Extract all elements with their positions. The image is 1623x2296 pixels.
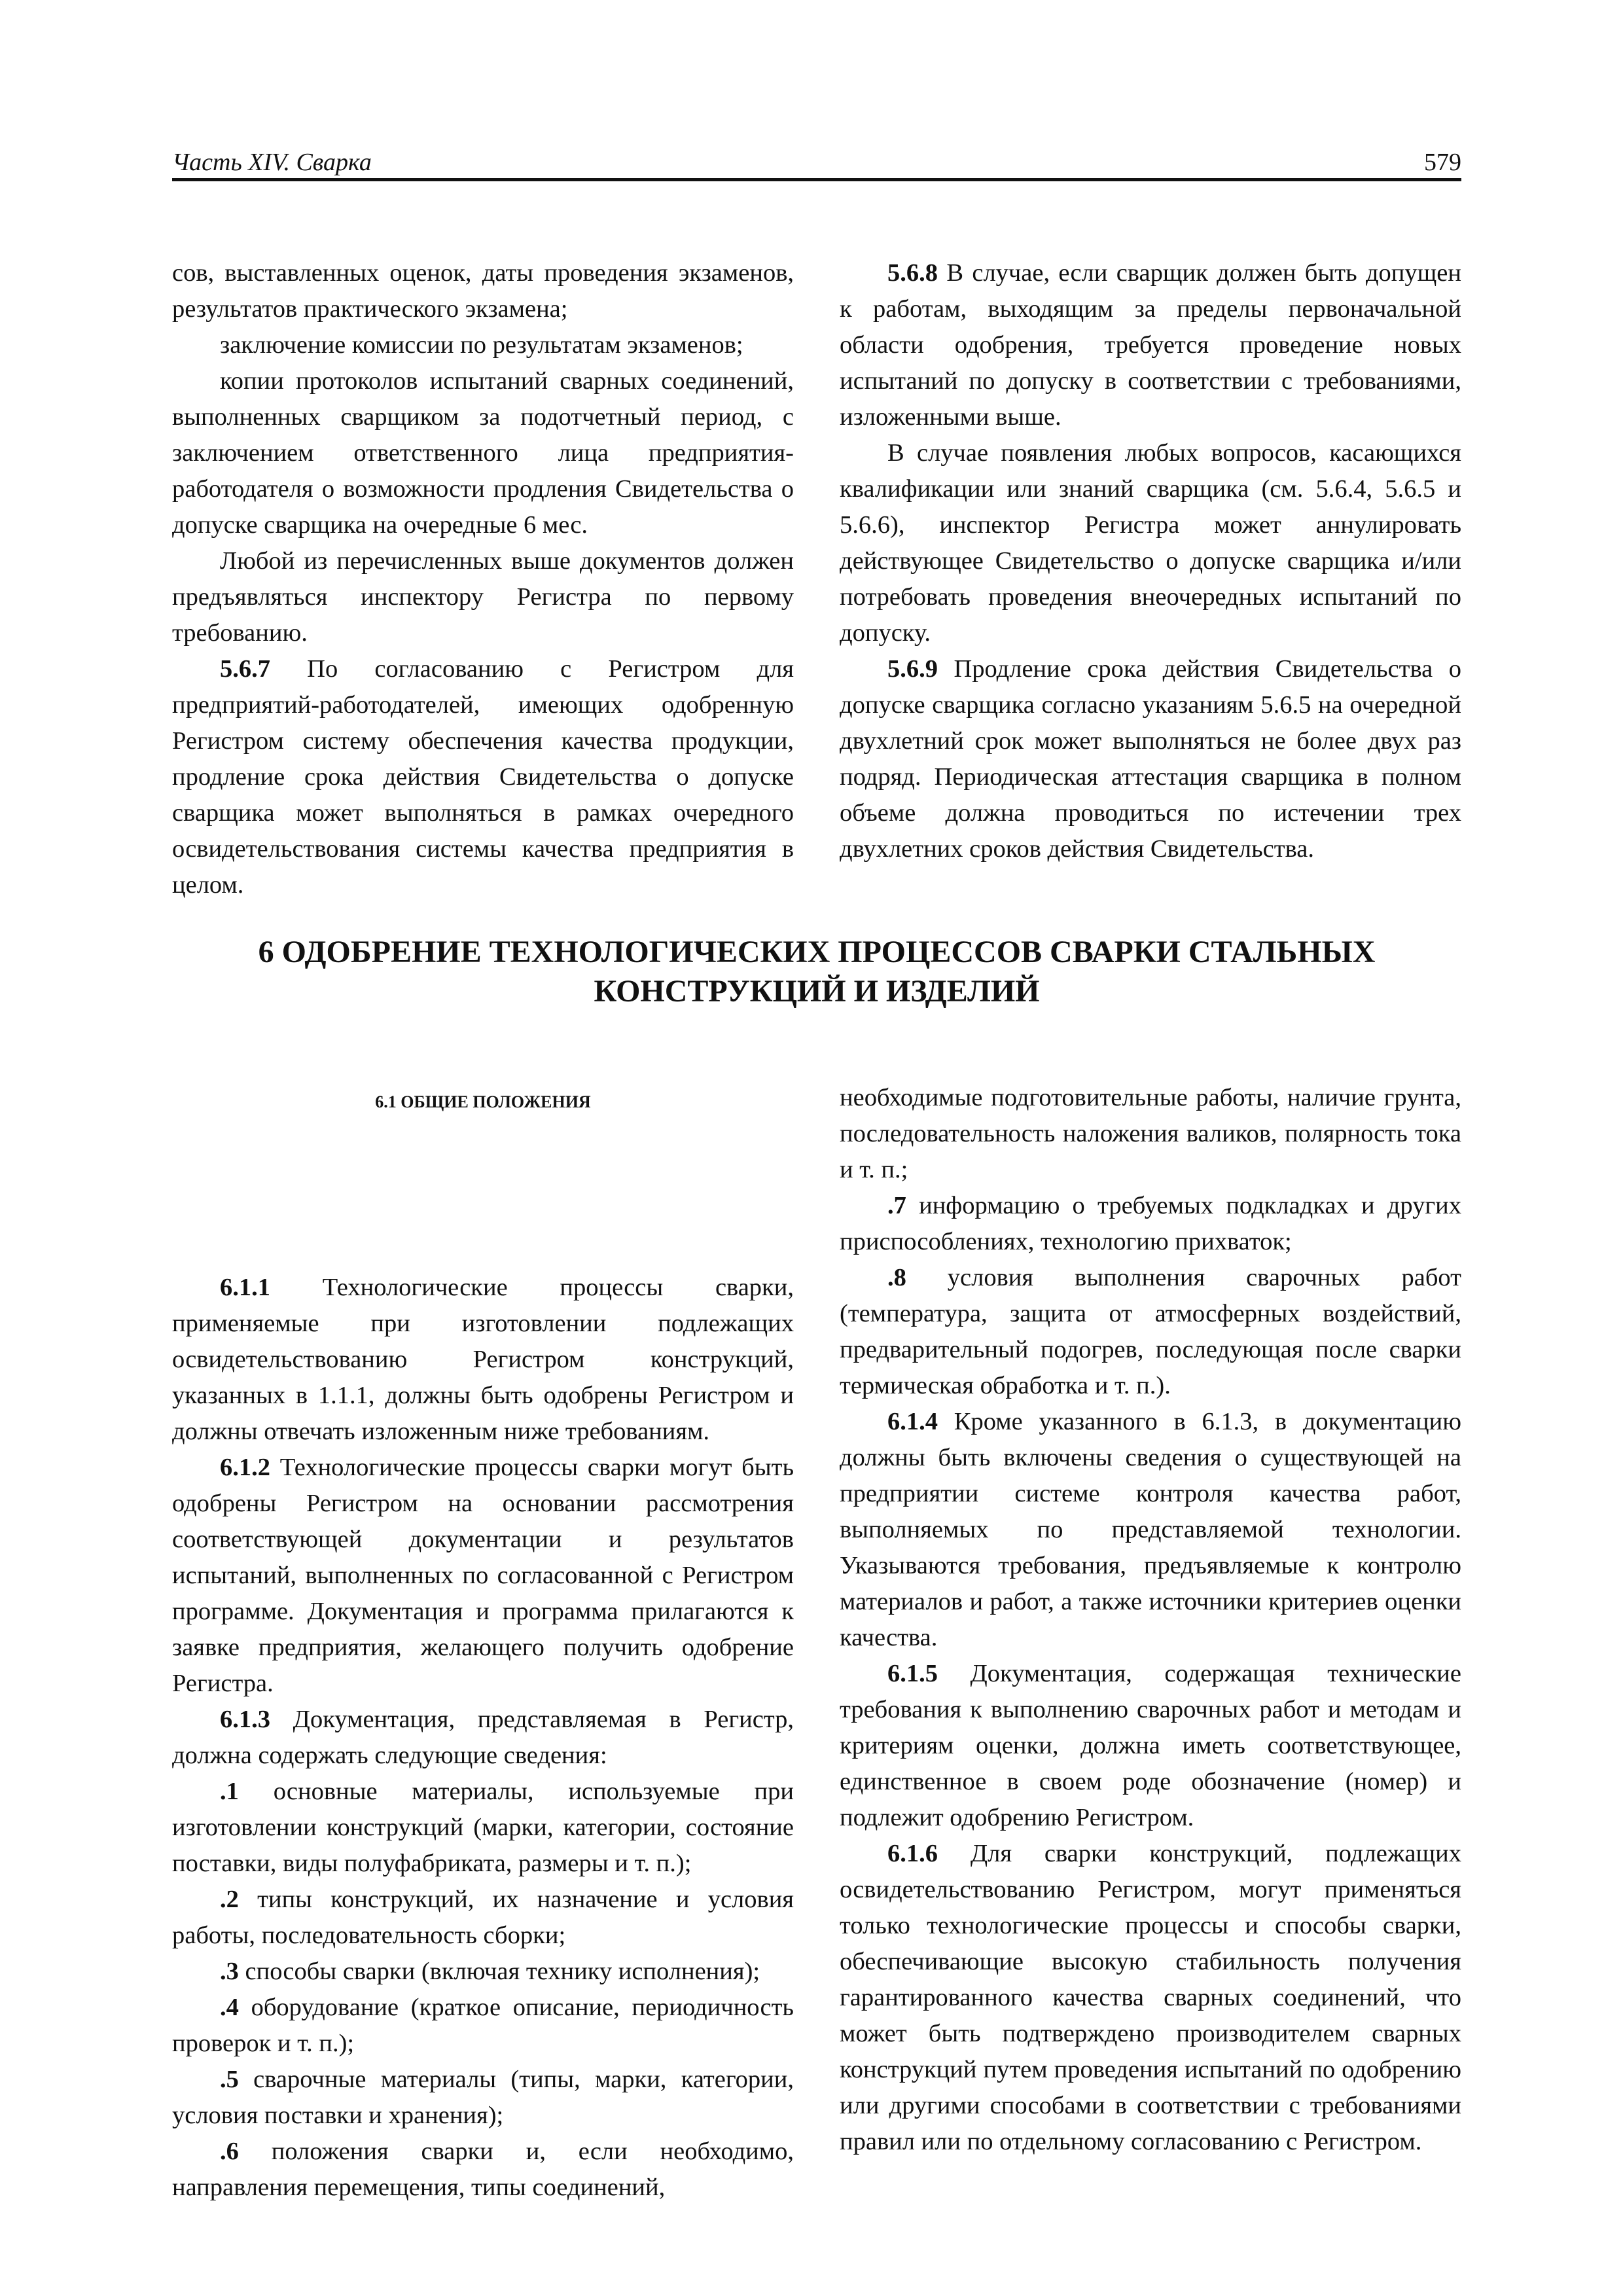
- paragraph-number: .3: [220, 1958, 239, 1985]
- column-right-bottom: [840, 1080, 1461, 2160]
- paragraph: [172, 2062, 794, 2134]
- subsection-title: 6.1 ОБЩИЕ ПОЛОЖЕНИЯ: [375, 1092, 591, 1111]
- paragraph: [172, 1270, 794, 1450]
- header-rule: [172, 178, 1461, 181]
- paragraph-text: необходимые подготовительные работы, наличие грунта, последовательность наложения валиков, полярность тока и т. п.;: [840, 1084, 1461, 1183]
- paragraph-text: информацию о требуемых подкладках и других приспособлениях, технологию прихваток;: [840, 1192, 1461, 1255]
- section-title-line-1: 6 ОДОБРЕНИЕ ТЕХНОЛОГИЧЕСКИХ ПРОЦЕССОВ СВАРКИ СТАЛЬНЫХ: [258, 935, 1376, 969]
- paragraph: [840, 255, 1461, 435]
- section-title: [172, 933, 1461, 1011]
- paragraph-number: .7: [887, 1192, 906, 1219]
- paragraph-text: условия выполнения сварочных работ (температура, защита от атмосферных воздействий, предварительный подогрев, последующая после сварки термическая обработка и т. п.).: [840, 1264, 1461, 1399]
- paragraph-number: 6.1.1: [220, 1274, 270, 1301]
- paragraph-text: Технологические процессы сварки могут быть одобрены Регистром на основании рассмотрения соответствующей документации и результатов испытаний, выполненных по согласованной с Регистром программе. Документация и программа прилагаются к заявке предприятия, желающего получить одобрение Регистра.: [172, 1454, 794, 1697]
- paragraph: [172, 1954, 794, 1990]
- paragraph: [172, 1702, 794, 1774]
- paragraph: [840, 1080, 1461, 1188]
- paragraph: [172, 363, 794, 543]
- paragraph-number: .6: [220, 2138, 239, 2165]
- paragraph-number: 6.1.5: [887, 1660, 938, 1687]
- paragraph-number: 6.1.4: [887, 1408, 938, 1435]
- paragraph-text: сов, выставленных оценок, даты проведения экзаменов, результатов практического экзамена;: [172, 259, 794, 323]
- paragraph-text: типы конструкций, их назначение и условия работы, последовательность сборки;: [172, 1886, 794, 1949]
- paragraph: [840, 651, 1461, 867]
- paragraph-text: оборудование (краткое описание, периодичность проверок и т. п.);: [172, 1994, 794, 2057]
- paragraph-number: .1: [220, 1778, 239, 1805]
- paragraph-text: сварочные материалы (типы, марки, категории, условия поставки и хранения);: [172, 2066, 794, 2129]
- paragraph: [172, 543, 794, 651]
- paragraph: [840, 435, 1461, 651]
- paragraph: [840, 1404, 1461, 1656]
- paragraph-text: В случае, если сварщик должен быть допущен к работам, выходящим за пределы первоначальной области одобрения, требуется проведение новых испытаний по допуску в соответствии с требованиями, изложенными выше.: [840, 259, 1461, 431]
- paragraph: [840, 1836, 1461, 2160]
- paragraph: [840, 1656, 1461, 1836]
- paragraph-number: .4: [220, 1994, 239, 2021]
- column-left-bottom: [172, 1270, 794, 2206]
- paragraph-number: 5.6.7: [220, 655, 270, 683]
- paragraph-text: положения сварки и, если необходимо, направления перемещения, типы соединений,: [172, 2138, 794, 2201]
- paragraph-text: Любой из перечисленных выше документов должен предъявляться инспектору Регистра по первому требованию.: [172, 547, 794, 647]
- paragraph-number: 6.1.3: [220, 1706, 270, 1733]
- paragraph-number: 5.6.8: [887, 259, 938, 287]
- paragraph-text: В случае появления любых вопросов, касающихся квалификации или знаний сварщика (см. 5.6.4, 5.6.5 и 5.6.6), инспектор Регистра может аннулировать действующее Свидетельство о допуске сварщика и/или потребовать проведения внеочередных испытаний по допуску.: [840, 439, 1461, 647]
- paragraph-text: Документация, содержащая технические требования к выполнению сварочных работ и методам и критериям оценки, должна иметь соответствующее, единственное в своем роде обозначение (номер) и подлежит одобрению Регистром.: [840, 1660, 1461, 1831]
- column-right-top: [840, 255, 1461, 867]
- paragraph-text: Кроме указанного в 6.1.3, в документацию должны быть включены сведения о существующей на предприятии системе контроля качества работ, выполняемых по представляемой технологии. Указываются требования, предъявляемые к контролю материалов и работ, а также источники критериев оценки качества.: [840, 1408, 1461, 1651]
- paragraph-text: копии протоколов испытаний сварных соединений, выполненных сварщиком за подотчетный период, с заключением ответственного лица предприятия-работодателя о возможности продления Свидетельства о допуске сварщика на очередные 6 мес.: [172, 367, 794, 539]
- paragraph-number: .8: [887, 1264, 906, 1291]
- paragraph: [172, 651, 794, 903]
- section-title-line-2: КОНСТРУКЦИЙ И ИЗДЕЛИЙ: [594, 974, 1040, 1009]
- column-left-top: [172, 255, 794, 903]
- paragraph-text: способы сварки (включая технику исполнения);: [238, 1958, 760, 1985]
- paragraph-text: Продление срока действия Свидетельства о допуске сварщика согласно указаниям 5.6.5 на очередной двухлетний срок может выполняться не более двух раз подряд. Периодическая аттестация сварщика в полном объеме должна проводиться по истечении трех двухлетних сроков действия Свидетельства.: [840, 655, 1461, 863]
- paragraph-number: .2: [220, 1886, 239, 1913]
- paragraph-text: По согласованию с Регистром для предприятий-работодателей, имеющих одобренную Регистром систему обеспечения качества продукции, продление срока действия Свидетельства о допуске сварщика может выполняться в рамках очередного освидетельствования системы качества предприятия в целом.: [172, 655, 794, 899]
- paragraph-text: Документация, представляемая в Регистр, должна содержать следующие сведения:: [172, 1706, 794, 1769]
- paragraph-text: Технологические процессы сварки, применяемые при изготовлении подлежащих освидетельствованию Регистром конструкций, указанных в 1.1.1, должны быть одобрены Регистром и должны отвечать изложенным ниже требованиям.: [172, 1274, 794, 1445]
- running-title: Часть XIV. Сварка: [172, 149, 372, 176]
- paragraph: [172, 1450, 794, 1702]
- paragraph: [172, 255, 794, 327]
- paragraph-number: 5.6.9: [887, 655, 938, 683]
- paragraph: [840, 1260, 1461, 1404]
- paragraph: [172, 1882, 794, 1954]
- paragraph: [172, 1774, 794, 1882]
- page-number: 579: [1424, 149, 1461, 176]
- paragraph: [840, 1188, 1461, 1260]
- paragraph-text: основные материалы, используемые при изготовлении конструкций (марки, категории, состояние поставки, виды полуфабриката, размеры и т. п.);: [172, 1778, 794, 1877]
- paragraph: [172, 1990, 794, 2062]
- paragraph-text: Для сварки конструкций, подлежащих освидетельствованию Регистром, могут применяться только технологические процессы и способы сварки, обеспечивающие высокую стабильность получения гарантированного качества сварных соединений, что может быть подтверждено производителем сварных конструкций путем проведения испытаний по одобрению или другими способами в соответствии с требованиями правил или по отдельному согласованию с Регистром.: [840, 1840, 1461, 2155]
- paragraph-number: 6.1.2: [220, 1454, 270, 1481]
- paragraph-number: .5: [220, 2066, 239, 2093]
- running-header: [172, 145, 1461, 179]
- paragraph: [172, 327, 794, 363]
- paragraph-number: 6.1.6: [887, 1840, 938, 1867]
- paragraph-text: заключение комиссии по результатам экзаменов;: [220, 331, 743, 359]
- paragraph: [172, 2134, 794, 2206]
